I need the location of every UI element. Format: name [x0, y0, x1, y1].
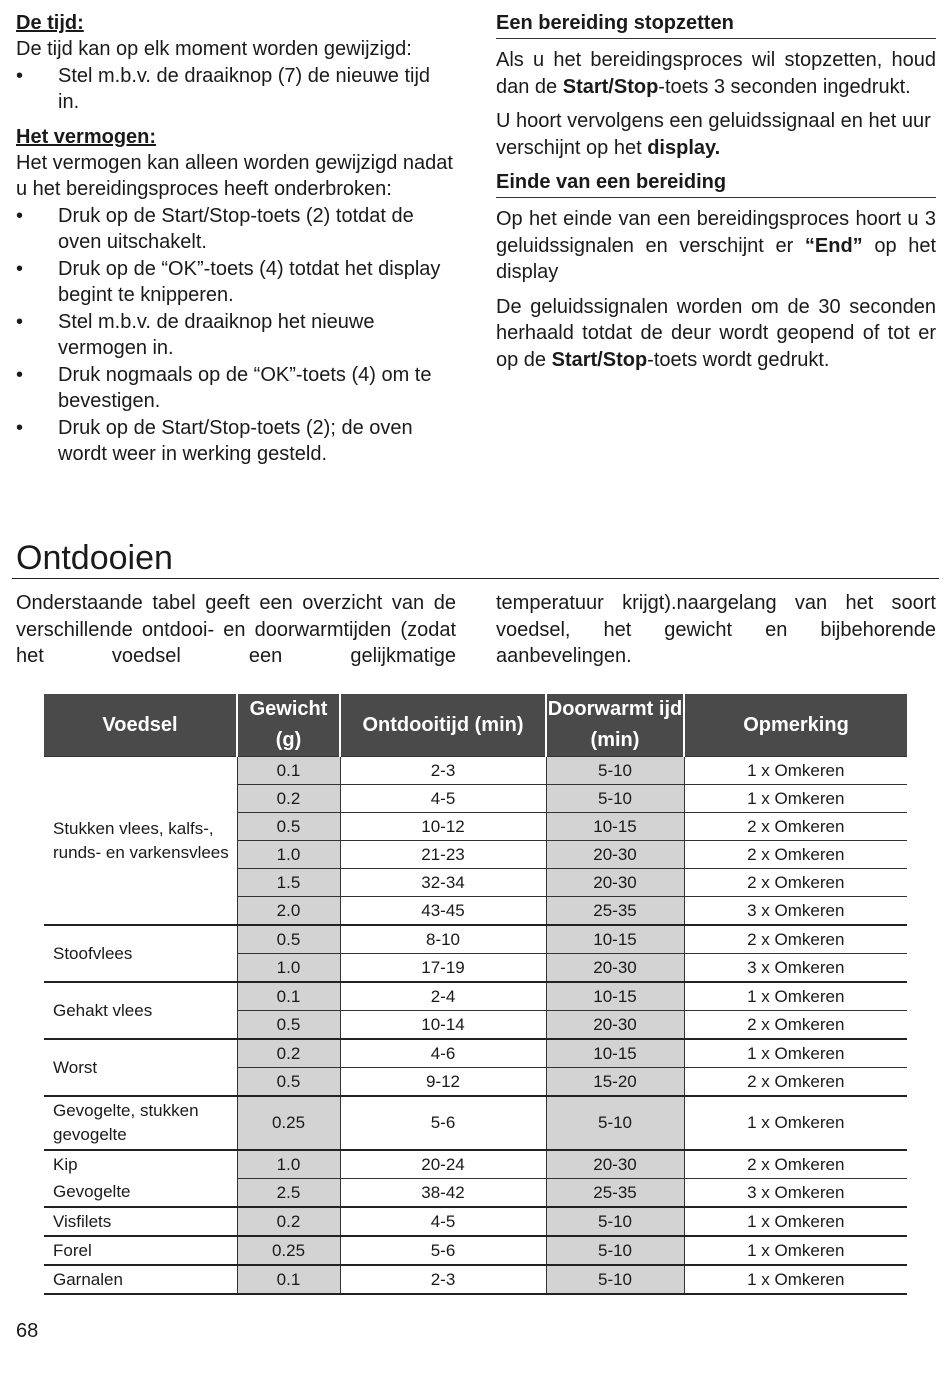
table-row	[44, 1096, 907, 1150]
weight-cell: 0.5	[237, 925, 340, 954]
weight-cell: 0.5	[237, 1011, 340, 1040]
thaw-time-cell: 17-19	[340, 954, 546, 983]
tijd-bullet-list	[16, 63, 456, 116]
intro-right: temperatuur krijgt).naargelang van het soort voedsel, het gewicht en bijbehorende aanbevelingen.	[496, 592, 936, 667]
rest-time-cell: 10-15	[546, 925, 684, 954]
rest-time-cell: 5-10	[546, 757, 684, 785]
rest-time-cell: 20-30	[546, 1150, 684, 1179]
header-gewicht: Gewicht (g)	[237, 694, 340, 757]
stop-heading: Een bereiding stopzetten	[496, 10, 936, 39]
header-ontdooitijd: Ontdooitijd (min)	[340, 694, 546, 757]
end-paragraph-1	[496, 206, 936, 286]
weight-cell: 0.1	[237, 1265, 340, 1294]
bold-run: Start/Stop	[551, 348, 648, 371]
remark-cell: 1 x Omkeren	[684, 757, 907, 785]
table-row	[44, 1179, 907, 1208]
rest-time-cell: 5-10	[546, 785, 684, 813]
table-row	[44, 1039, 907, 1068]
thaw-time-cell: 21-23	[340, 841, 546, 869]
left-column	[16, 10, 456, 476]
rest-time-cell: 10-15	[546, 1039, 684, 1068]
vermogen-bullet: • Druk op de Start/Stop-toets (2) totdat de oven uitschakelt.	[16, 203, 456, 256]
vermogen-bullet: • Druk nogmaals op de “OK”-toets (4) om te bevestigen.	[16, 362, 456, 415]
food-cell: Visfilets	[44, 1207, 237, 1236]
rest-time-cell: 15-20	[546, 1068, 684, 1097]
remark-cell: 2 x Omkeren	[684, 1150, 907, 1179]
rest-time-cell: 25-35	[546, 1179, 684, 1208]
vermogen-bullet: • Druk op de “OK”-toets (4) totdat het display begint te knipperen.	[16, 256, 456, 309]
food-cell: Gevogelte, stukken gevogelte	[44, 1096, 237, 1150]
right-column	[496, 10, 936, 373]
rest-time-cell: 20-30	[546, 869, 684, 897]
thaw-time-cell: 8-10	[340, 925, 546, 954]
food-cell: Forel	[44, 1236, 237, 1265]
text-run: Als u het bereidingsproces wil stopzetten, houd dan de	[496, 49, 936, 98]
thaw-time-cell: 20-24	[340, 1150, 546, 1179]
rest-time-cell: 10-15	[546, 813, 684, 841]
food-cell: Worst	[44, 1039, 237, 1096]
table-row	[44, 1150, 907, 1179]
weight-cell: 0.25	[237, 1096, 340, 1150]
header-opmerking: Opmerking	[684, 694, 907, 757]
remark-cell: 2 x Omkeren	[684, 1068, 907, 1097]
rest-time-cell: 20-30	[546, 841, 684, 869]
remark-cell: 1 x Omkeren	[684, 982, 907, 1011]
vermogen-text: Het vermogen kan alleen worden gewijzigd nadat u het bereidingsproces heeft onderbroken:	[16, 151, 453, 200]
remark-cell: 2 x Omkeren	[684, 1011, 907, 1040]
thaw-time-cell: 2-3	[340, 1265, 546, 1294]
thaw-time-cell: 4-6	[340, 1039, 546, 1068]
stop-paragraph-1	[496, 47, 936, 100]
intro-left: Onderstaande tabel geeft een overzicht van de verschillende ontdooi- en doorwarmtijden (zodat het voedsel een gelijkmatige	[16, 592, 456, 667]
rest-time-cell: 5-10	[546, 1096, 684, 1150]
table-header-row	[44, 694, 907, 757]
remark-cell: 1 x Omkeren	[684, 1265, 907, 1294]
remark-cell: 1 x Omkeren	[684, 785, 907, 813]
thaw-time-cell: 5-6	[340, 1096, 546, 1150]
rest-time-cell: 5-10	[546, 1236, 684, 1265]
weight-cell: 0.2	[237, 1207, 340, 1236]
rest-time-cell: 20-30	[546, 954, 684, 983]
remark-cell: 3 x Omkeren	[684, 1179, 907, 1208]
rest-time-cell: 5-10	[546, 1265, 684, 1294]
remark-cell: 1 x Omkeren	[684, 1039, 907, 1068]
thaw-time-cell: 38-42	[340, 1179, 546, 1208]
thaw-time-cell: 2-4	[340, 982, 546, 1011]
vermogen-section	[16, 124, 456, 468]
thaw-time-cell: 43-45	[340, 897, 546, 926]
remark-cell: 2 x Omkeren	[684, 869, 907, 897]
rest-time-cell: 25-35	[546, 897, 684, 926]
food-cell: Kip	[44, 1150, 237, 1179]
section-divider	[12, 578, 939, 579]
food-cell: Gevogelte	[53, 1182, 131, 1202]
vermogen-bullet-list	[16, 203, 456, 468]
tijd-heading: De tijd:	[16, 12, 84, 34]
rest-time-cell: 5-10	[546, 1207, 684, 1236]
section-title: Ontdooien	[16, 539, 173, 577]
end-heading: Einde van een bereiding	[496, 169, 936, 198]
text-run: Op het einde van een bereidingsproces hoort u 3 geluidssignalen en verschijnt er	[496, 208, 936, 257]
vermogen-heading: Het vermogen:	[16, 125, 157, 148]
weight-cell: 2.5	[237, 1179, 340, 1208]
remark-cell: 1 x Omkeren	[684, 1207, 907, 1236]
weight-cell: 0.2	[237, 785, 340, 813]
weight-cell: 1.5	[237, 869, 340, 897]
text-run: U hoort vervolgens een geluidssignaal en het uur verschijnt op het	[496, 110, 931, 159]
rest-time-cell: 20-30	[546, 1011, 684, 1040]
thaw-time-cell: 10-14	[340, 1011, 546, 1040]
table-row	[44, 1207, 907, 1236]
table-row	[44, 925, 907, 954]
weight-cell: 0.25	[237, 1236, 340, 1265]
thaw-time-cell: 32-34	[340, 869, 546, 897]
weight-cell: 1.0	[237, 954, 340, 983]
bold-run: “End”	[804, 234, 863, 257]
page-number: 68	[16, 1320, 39, 1342]
weight-cell: 2.0	[237, 897, 340, 926]
thaw-time-cell: 9-12	[340, 1068, 546, 1097]
tijd-text: De tijd kan op elk moment worden gewijzigd:	[16, 38, 412, 60]
tijd-bullet: • Stel m.b.v. de draaiknop (7) de nieuwe tijd in.	[16, 63, 456, 116]
weight-cell: 1.0	[237, 841, 340, 869]
thaw-time-cell: 2-3	[340, 757, 546, 785]
header-voedsel: Voedsel	[44, 694, 237, 757]
remark-cell: 2 x Omkeren	[684, 813, 907, 841]
remark-cell: 2 x Omkeren	[684, 841, 907, 869]
text-run: De geluidssignalen worden om de 30 seconden herhaald totdat de deur wordt geopend of tot er op de	[496, 295, 936, 371]
table-row	[44, 1265, 907, 1294]
bold-run: Start/Stop	[562, 75, 659, 98]
bold-run: display.	[647, 136, 721, 159]
text-run: -toets wordt gedrukt.	[647, 348, 830, 371]
remark-cell: 3 x Omkeren	[684, 954, 907, 983]
rest-time-cell: 10-15	[546, 982, 684, 1011]
weight-cell: 0.1	[237, 982, 340, 1011]
text-run: op het display	[496, 234, 936, 283]
food-cell: Stukken vlees, kalfs-, runds- en varkensvlees	[44, 757, 237, 926]
end-paragraph-2	[496, 294, 936, 374]
thaw-table	[44, 694, 907, 1295]
food-cell: Gehakt vlees	[44, 982, 237, 1039]
weight-cell: 0.1	[237, 757, 340, 785]
remark-cell: 3 x Omkeren	[684, 897, 907, 926]
weight-cell: 0.5	[237, 1068, 340, 1097]
weight-cell: 0.5	[237, 813, 340, 841]
thaw-time-cell: 10-12	[340, 813, 546, 841]
remark-cell: 1 x Omkeren	[684, 1236, 907, 1265]
remark-cell: 2 x Omkeren	[684, 925, 907, 954]
thaw-time-cell: 5-6	[340, 1236, 546, 1265]
table-row	[44, 1236, 907, 1265]
remark-cell: 1 x Omkeren	[684, 1096, 907, 1150]
vermogen-bullet: • Druk op de Start/Stop-toets (2); de oven wordt weer in werking gesteld.	[16, 415, 456, 468]
thaw-time-cell: 4-5	[340, 1207, 546, 1236]
table-row	[44, 757, 907, 785]
header-doorwarmtijd: Doorwarmt ijd (min)	[546, 694, 684, 757]
tijd-section	[16, 10, 456, 116]
table-body	[44, 757, 907, 1295]
thaw-time-cell: 4-5	[340, 785, 546, 813]
text-run: -toets 3 seconden ingedrukt.	[658, 75, 911, 98]
food-cell: Garnalen	[44, 1265, 237, 1294]
vermogen-bullet: • Stel m.b.v. de draaiknop het nieuwe vermogen in.	[16, 309, 456, 362]
food-cell: Stoofvlees	[44, 925, 237, 982]
weight-cell: 1.0	[237, 1150, 340, 1179]
weight-cell: 0.2	[237, 1039, 340, 1068]
table-row	[44, 982, 907, 1011]
stop-paragraph-2	[496, 108, 936, 161]
